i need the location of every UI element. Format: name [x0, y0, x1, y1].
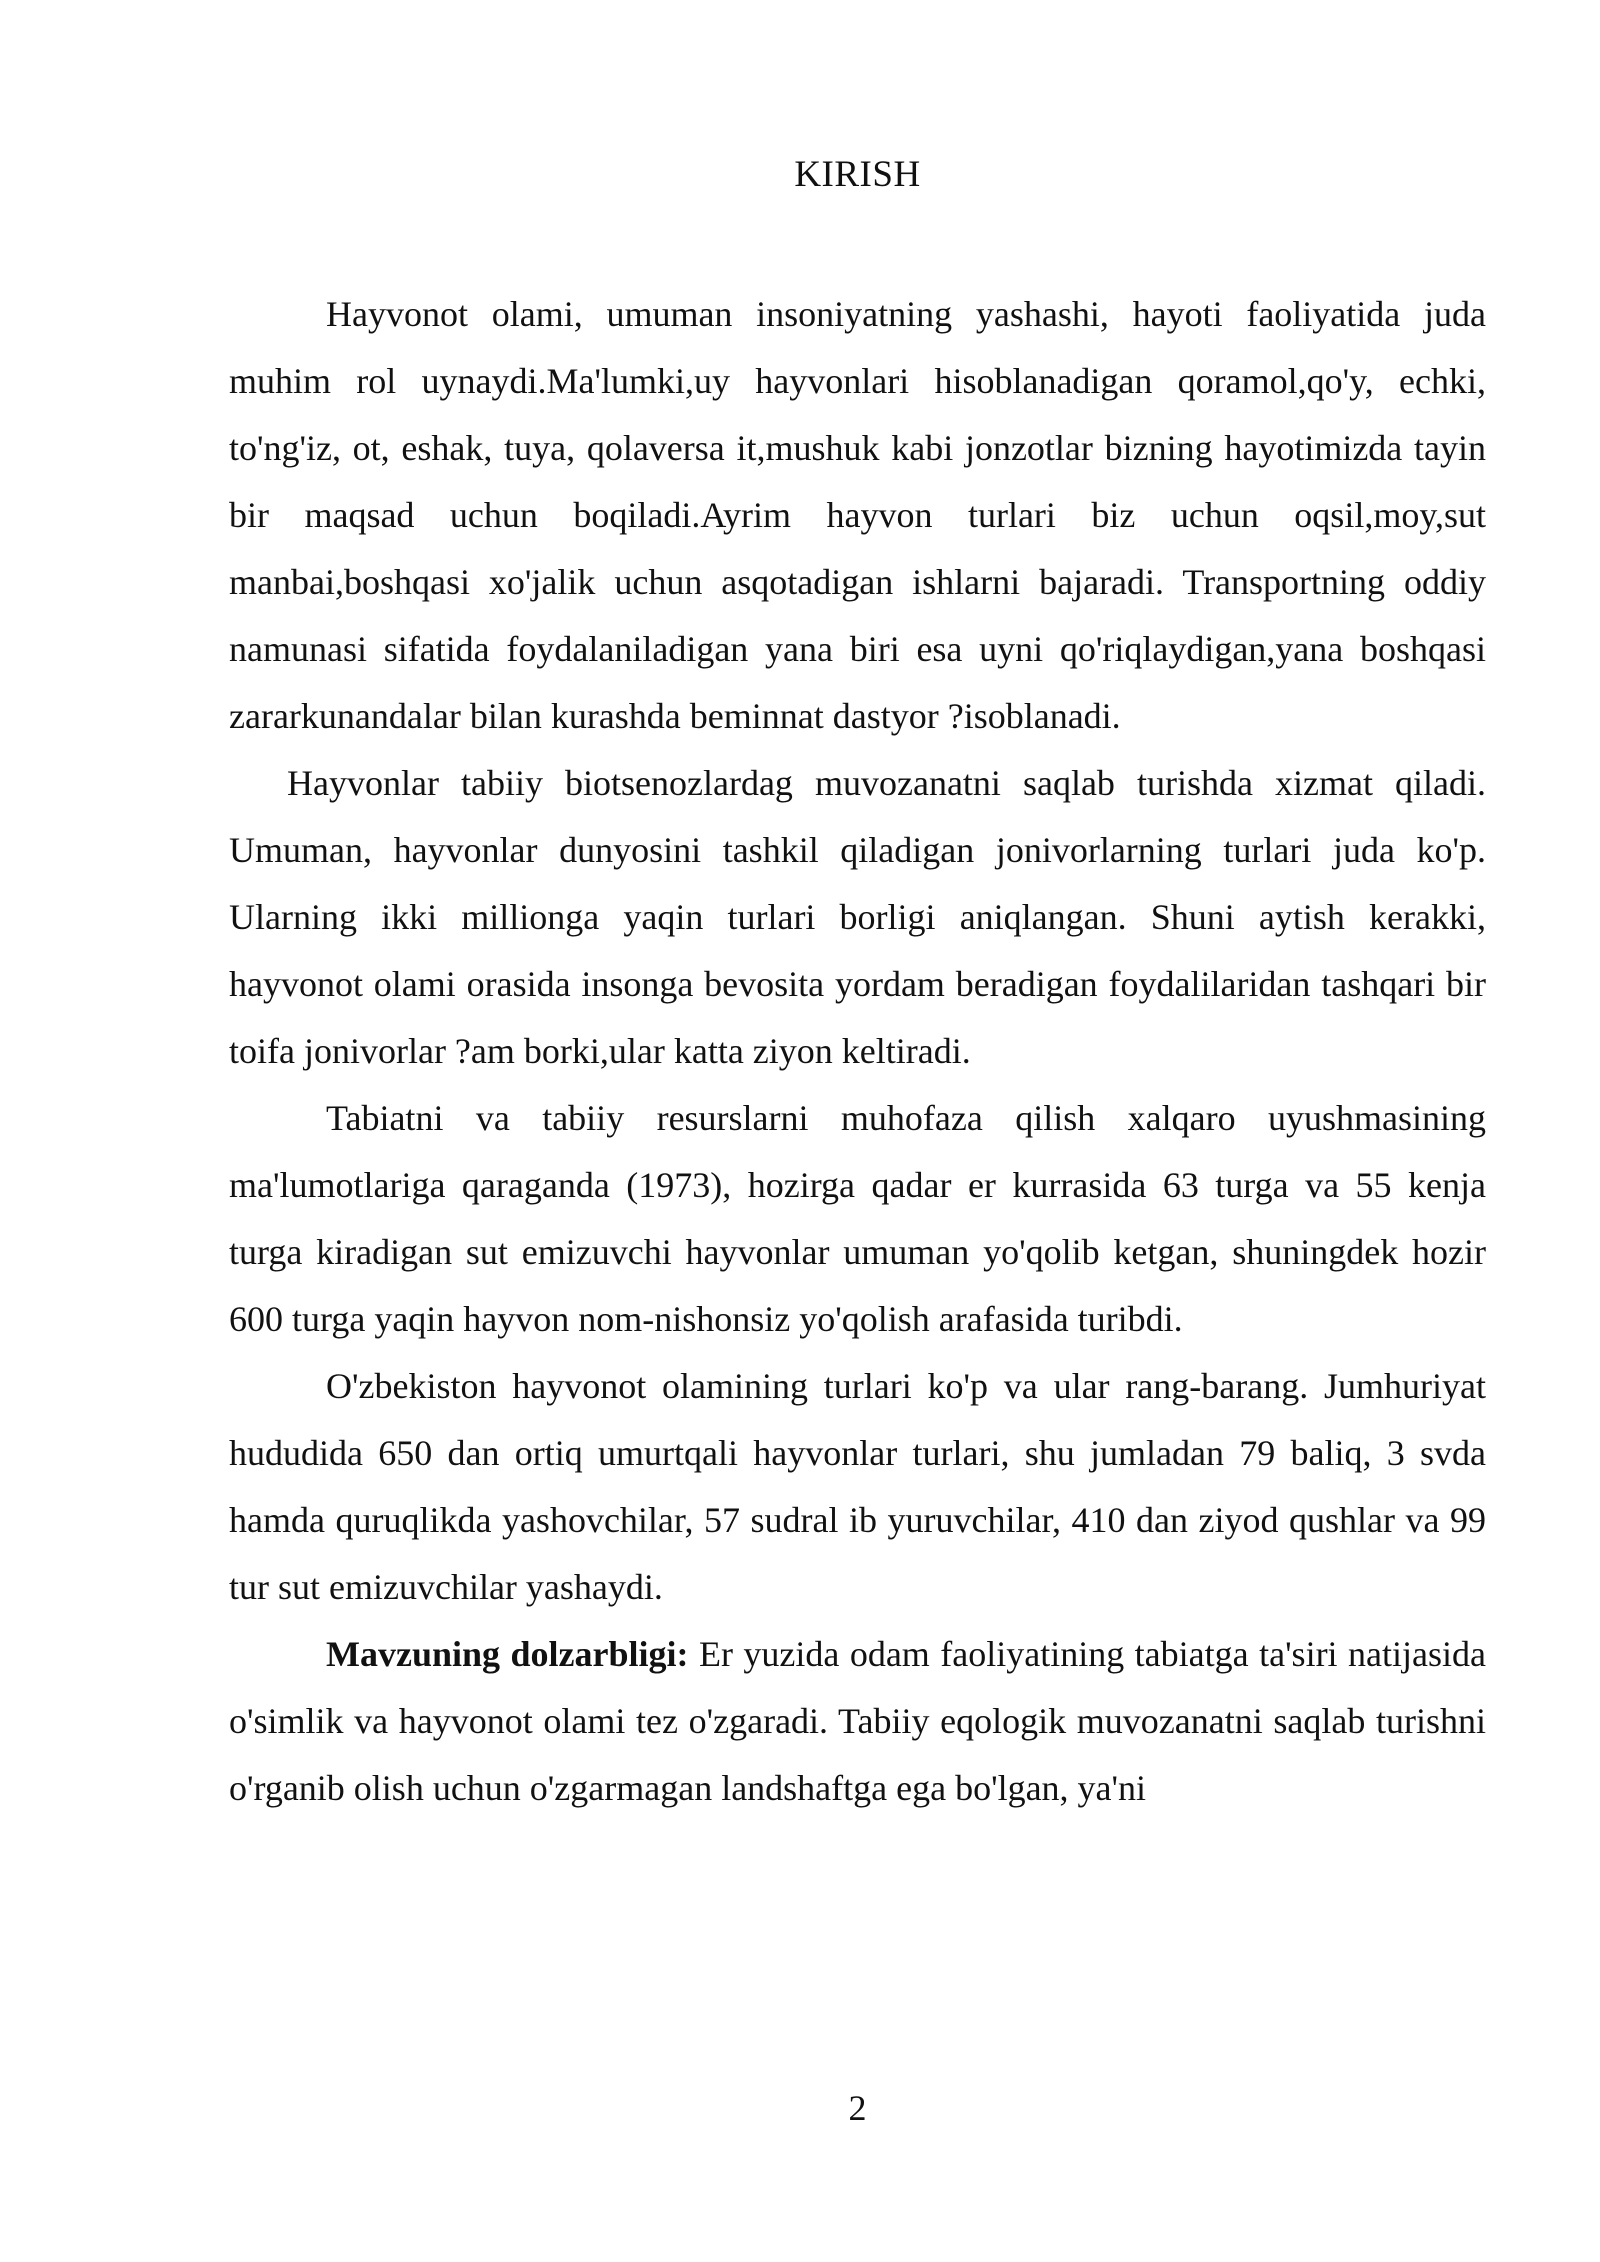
- relevance-label: Mavzuning dolzarbligi:: [326, 1634, 689, 1674]
- paragraph-relevance: [229, 1621, 1486, 1822]
- page-number: 2: [848, 2088, 867, 2128]
- page-title: KIRISH: [794, 154, 921, 195]
- paragraph-4: O'zbekiston hayvonot olamining turlari ko'p va ular rang-barang. Jumhuriyat hududida 650 dan ortiq umurtqali hayvonlar turlari, shu jumladan 79 baliq, 3 svda hamda quruqlikda yashovchilar, 57 sudral ib yuruvchilar, 410 dan ziyod qushlar va 99 tur sut emizuvchilar yashaydi.: [229, 1366, 1486, 1607]
- paragraph-3: Tabiatni va tabiiy resurslarni muhofaza qilish xalqaro uyushmasining ma'lumotlariga qaraganda (1973), hozirga qadar er kurrasida 63 turga va 55 kenja turga kiradigan sut emizuvchi hayvonlar umuman yo'qolib ketgan, shuningdek hozir 600 turga yaqin hayvon nom-nishonsiz yo'qolish arafasida turibdi.: [229, 1098, 1486, 1339]
- paragraph-1: Hayvonot olami, umuman insoniyatning yashashi, hayoti faoliyatida juda muhim rol uynaydi.Ma'lumki,uy hayvonlari hisoblanadigan qoramol,qo'y, echki, to'ng'iz, ot, eshak, tuya, qolaversa it,mushuk kabi jonzotlar bizning hayotimizda tayin bir maqsad uchun boqiladi.Ayrim hayvon turlari biz uchun oqsil,moy,sut manbai,boshqasi xo'jalik uchun asqotadigan ishlarni bajaradi. Transportning oddiy namunasi sifatida foydalaniladigan yana biri esa uyni qo'riqlaydigan,yana boshqasi zararkunandalar bilan kurashda beminnat dastyor ?isoblanadi.: [229, 294, 1486, 736]
- relevance-text: Er yuzida odam faoliyatining tabiatga ta'siri natijasida o'simlik va hayvonot olami tez o'zgaradi. Tabiiy eqologik muvozanatni saqlab turishni o'rganib olish uchun o'zgarmagan landshaftga ega bo'lgan, ya'ni: [229, 1634, 1486, 1808]
- paragraph-2: Hayvonlar tabiiy biotsenozlardag muvozanatni saqlab turishda xizmat qiladi. Umuman, hayvonlar dunyosini tashkil qiladigan jonivorlarning turlari juda ko'p. Ularning ikki millionga yaqin turlari borligi aniqlangan. Shuni aytish kerakki, hayvonot olami orasida insonga bevosita yordam beradigan foydalilaridan tashqari bir toifa jonivorlar ?am borki,ular katta ziyon keltiradi.: [229, 763, 1486, 1071]
- body-text: [229, 281, 1486, 1822]
